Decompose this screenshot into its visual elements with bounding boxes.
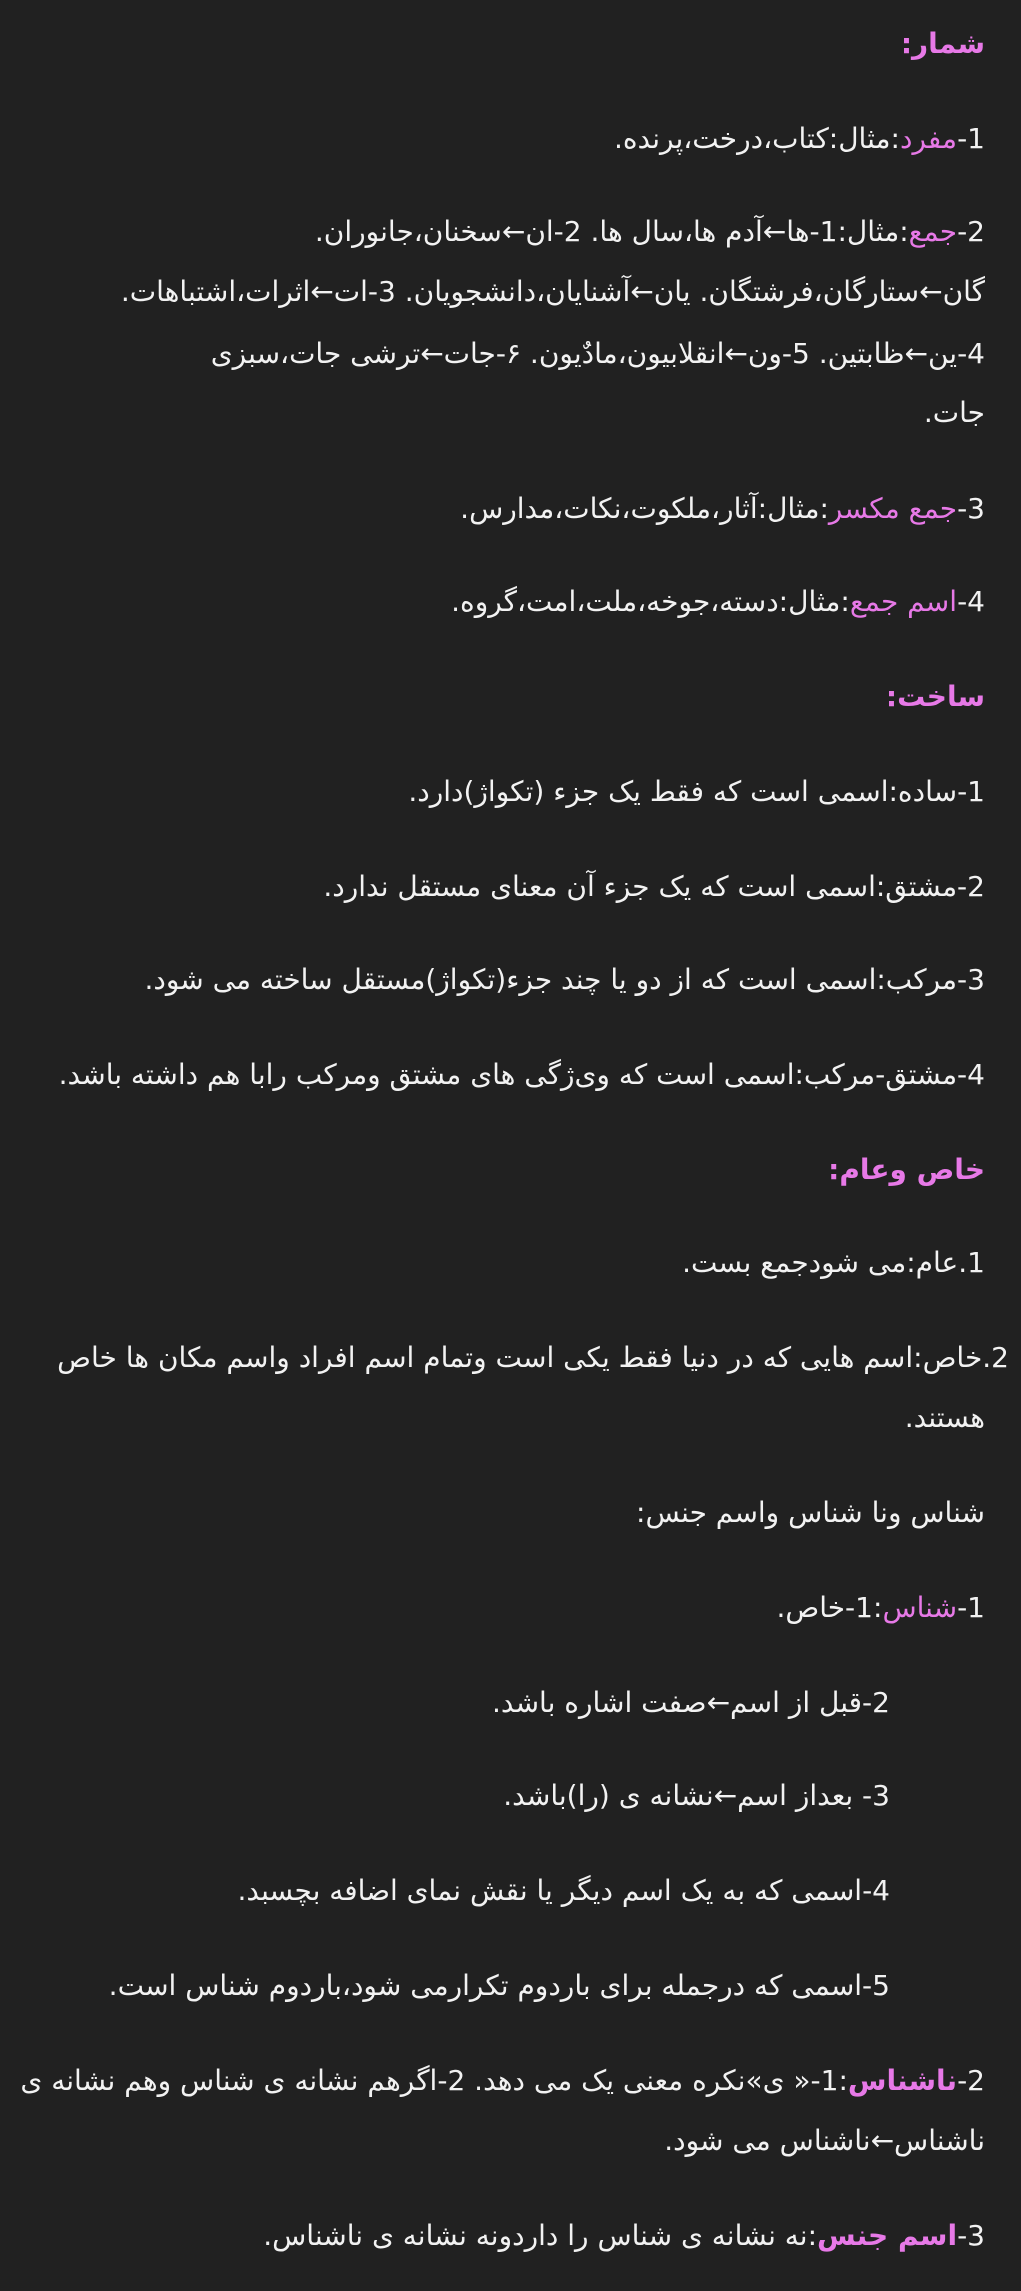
- line-jam-mokassar: [460, 479, 985, 539]
- line-number: 4-: [957, 585, 985, 618]
- line-number: 2-: [957, 215, 985, 248]
- line-shenas-5: 5-اسمی که درجمله برای باردوم تکرارمی شود،باردوم شناس است.: [108, 1969, 890, 2002]
- line-text: :1-خاص.: [776, 1591, 883, 1624]
- term-esm-jens: اسم جنس: [817, 2219, 958, 2252]
- heading-shomar: شمار:: [900, 27, 985, 60]
- line-shenas: [776, 1578, 985, 1638]
- line-number: 1-: [957, 122, 985, 155]
- line-text: :مثال:آثار،ملکوت،نکات،مدارس.: [460, 492, 829, 525]
- line-am: 1.عام:می شودجمع بست.: [682, 1246, 985, 1279]
- term-jam: جمع: [908, 215, 958, 248]
- line-nashenas: [20, 2051, 985, 2111]
- term-nashenas: ناشناس: [847, 2064, 958, 2097]
- line-mofrad: [614, 109, 985, 169]
- line-jam-cont-2: 4-ین←ظابتین. 5-ون←انقلابیون،مادٌیون. ۶-جات←ترشی جات،سبزی: [210, 337, 985, 370]
- line-esm-jam: [451, 572, 985, 632]
- line-text: :مثال:1-ها←آدم ها،سال ها. 2-ان←سخنان،جانوران.: [314, 215, 909, 248]
- line-shenas-4: 4-اسمی که به یک اسم دیگر یا نقش نمای اضافه بچسبد.: [237, 1874, 890, 1907]
- line-khas-cont: هستند.: [904, 1401, 985, 1434]
- line-esm-jens: [263, 2206, 985, 2266]
- line-moshtagh: 2-مشتق:اسمی است که یک جزء آن معنای مستقل ندارد.: [323, 870, 985, 903]
- line-shenas-2: 2-قبل از اسم←صفت اشاره باشد.: [492, 1686, 890, 1719]
- line-shenas-3: 3- بعداز اسم←نشانه ی (را)باشد.: [503, 1779, 890, 1812]
- term-shenas: شناس: [882, 1591, 958, 1624]
- line-jam: [315, 202, 985, 262]
- line-sade: 1-ساده:اسمی است که فقط یک جزء (تکواژ)دارد.: [408, 775, 985, 808]
- line-number: 1-: [957, 1591, 985, 1624]
- line-khas: 2.خاص:اسم هایی که در دنیا فقط یکی است وتمام اسم افراد واسم مکان ها خاص: [57, 1341, 1009, 1374]
- term-esm-jam: اسم جمع: [849, 585, 958, 618]
- line-number: 2-: [957, 2064, 985, 2097]
- line-morakkab: 3-مرکب:اسمی است که از دو یا چند جزء(تکواژ)مستقل ساخته می شود.: [144, 963, 985, 996]
- heading-sakht: ساخت:: [885, 680, 985, 713]
- line-shenas-intro: شناس ونا شناس واسم جنس:: [636, 1496, 985, 1529]
- heading-khas-am: خاص وعام:: [828, 1153, 985, 1186]
- line-nashenas-cont: ناشناس←ناشناس می شود.: [664, 2124, 985, 2157]
- line-number: 3-: [957, 492, 985, 525]
- line-text: :1-« ی»نکره معنی یک می دهد. 2-اگرهم نشانه ی شناس وهم نشانه ی: [20, 2064, 848, 2097]
- term-mofrad: مفرد: [899, 122, 958, 155]
- line-jam-cont-3: جات.: [923, 396, 985, 429]
- line-text: :نه نشانه ی شناس را داردونه نشانه ی ناشناس.: [263, 2219, 818, 2252]
- line-jam-cont-1: گان←ستارگان،فرشتگان. یان←آشنایان،دانشجویان. 3-ات←اثرات،اشتباهات.: [120, 275, 985, 308]
- line-number: 3-: [957, 2219, 985, 2252]
- line-text: :مثال:دسته،جوخه،ملت،امت،گروه.: [451, 585, 850, 618]
- term-jam-mokassar: جمع مکسر: [828, 492, 958, 525]
- line-moshtagh-morakkab: 4-مشتق-مرکب:اسمی است که وی‌ژگی های مشتق ومرکب رابا هم داشته باشد.: [58, 1058, 985, 1091]
- line-text: :مثال:کتاب،درخت،پرنده.: [613, 122, 900, 155]
